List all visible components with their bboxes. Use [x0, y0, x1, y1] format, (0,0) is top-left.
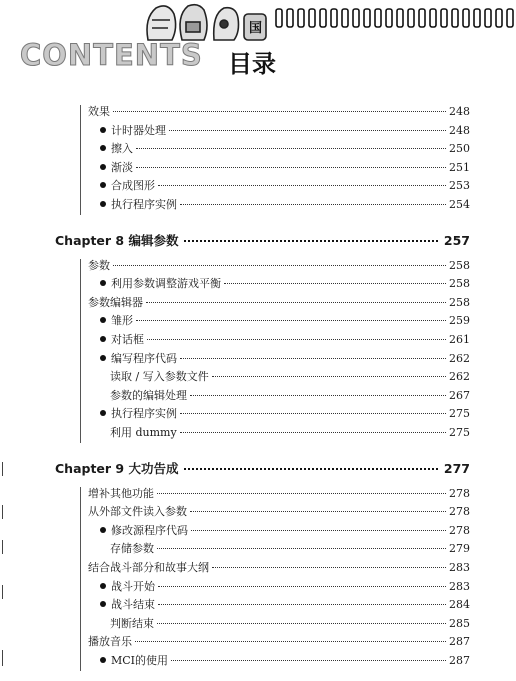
toc-entry-title: 增补其他功能: [88, 486, 154, 500]
toc-entry[interactable]: [88, 258, 470, 274]
chapter-title: Chapter 9 大功告成: [55, 460, 179, 476]
toc-entry[interactable]: [110, 388, 470, 404]
chapter-page-number: 277: [443, 460, 470, 476]
toc-entry-page-number: 287: [449, 635, 470, 649]
toc-entry-title: 执行程序实例: [111, 198, 177, 211]
scan-edge-mark: [2, 650, 3, 666]
bullet-icon: [100, 317, 106, 323]
dot-leader: [158, 185, 446, 186]
toc-entry-page-number: 275: [449, 407, 470, 421]
bullet-icon: [100, 410, 106, 416]
dot-leader: [171, 660, 446, 661]
dot-leader: [180, 204, 446, 205]
toc-entry-page-number: 275: [449, 426, 470, 439]
bullet-icon: [100, 527, 106, 533]
toc-entry-page-number: 279: [449, 542, 470, 556]
chapter-heading[interactable]: [55, 460, 470, 478]
scan-edge-mark: [2, 585, 3, 599]
scan-edge-mark: [2, 540, 3, 554]
toc-entry[interactable]: [100, 653, 470, 669]
bullet-icon: [100, 280, 106, 286]
dot-leader: [136, 148, 446, 149]
toc-entry-page-number: 278: [449, 505, 470, 519]
dot-leader: [180, 432, 446, 433]
toc-entry[interactable]: [100, 160, 470, 176]
dot-leader: [224, 283, 446, 284]
bullet-icon: [100, 164, 106, 170]
dot-leader: [157, 548, 446, 549]
toc-entry[interactable]: [100, 123, 470, 139]
toc-entry[interactable]: [100, 351, 470, 367]
toc-entry[interactable]: [100, 141, 470, 157]
scan-edge-mark: [2, 462, 3, 476]
toc-entry-title: 读取 / 写入参数文件: [110, 370, 209, 384]
dot-leader: [135, 641, 446, 642]
toc-entry-page-number: 261: [449, 333, 470, 346]
toc-entry-title: 参数: [88, 258, 110, 272]
chapter-heading[interactable]: [55, 232, 470, 250]
toc-entry-title: 渐淡: [111, 160, 133, 174]
toc-entry[interactable]: [110, 616, 470, 632]
section-rule: [80, 259, 81, 443]
toc-entry-title: 擦入: [111, 142, 133, 156]
toc-entry-page-number: 283: [449, 561, 470, 574]
toc-entry[interactable]: [100, 523, 470, 539]
toc-entry-title: 执行程序实例: [111, 407, 177, 421]
toc-entry-page-number: 283: [449, 579, 470, 593]
toc-entry-page-number: 254: [449, 198, 470, 211]
toc-entry-page-number: 258: [449, 277, 470, 291]
toc-entry[interactable]: [100, 597, 470, 613]
contents-header: [0, 0, 516, 80]
toc-entry-page-number: 253: [449, 179, 470, 193]
toc-entry-title: 判断结束: [110, 616, 154, 630]
toc-entry-title: 战斗结束: [111, 598, 155, 612]
toc-entry-title: 存储参数: [110, 542, 154, 556]
toc-entry-page-number: 262: [449, 370, 470, 384]
dot-leader: [180, 413, 446, 414]
toc-entry-page-number: 284: [449, 598, 470, 612]
dot-leader: [190, 511, 446, 512]
dot-leader: [136, 320, 446, 321]
scan-edge-mark: [2, 505, 3, 519]
toc-entry[interactable]: [88, 486, 470, 502]
bullet-icon: [100, 127, 106, 133]
toc-entry-title: 战斗开始: [111, 579, 155, 593]
toc-entry-title: MCI的使用: [111, 654, 169, 667]
toc-entry-page-number: 278: [449, 486, 470, 500]
toc-entry-page-number: 251: [449, 160, 470, 174]
dot-leader: [190, 395, 446, 396]
dot-leader: [146, 302, 446, 303]
toc-entry[interactable]: [110, 425, 470, 441]
dot-leader: [157, 493, 446, 494]
toc-entry[interactable]: [110, 541, 470, 557]
dot-leader: [212, 376, 446, 377]
toc-entry[interactable]: [100, 406, 470, 422]
bullet-icon: [100, 355, 106, 361]
dot-leader: [158, 586, 446, 587]
dot-leader: [157, 623, 446, 624]
section-rule: [80, 487, 81, 671]
toc-entry-title: 利用参数调整游戏平衡: [111, 277, 221, 291]
chapter-title: Chapter 8 编辑参数: [55, 232, 179, 248]
toc-entry-title: 合成图形: [111, 179, 155, 193]
toc-entry[interactable]: [110, 369, 470, 385]
toc-entry-page-number: 262: [449, 351, 470, 365]
toc-entry-title: 播放音乐: [88, 635, 132, 649]
toc-entry-title: 参数的编辑处理: [110, 388, 187, 402]
bullet-icon: [100, 583, 106, 589]
bullet-icon: [100, 182, 106, 188]
dot-leader: [158, 604, 446, 605]
mascot-icon-3: [214, 8, 239, 40]
toc-entry[interactable]: [100, 178, 470, 194]
toc-entry-page-number: 278: [449, 523, 470, 537]
bullet-icon: [100, 336, 106, 342]
toc-entry[interactable]: [88, 634, 470, 650]
toc-entry-page-number: 248: [449, 123, 470, 137]
dot-leader: [113, 111, 446, 112]
toc-entry[interactable]: [88, 504, 470, 520]
toc-entry[interactable]: [88, 104, 470, 120]
toc-entry-page-number: 285: [449, 616, 470, 630]
mascot-icon-2: [180, 5, 207, 40]
bullet-icon: [100, 201, 106, 207]
toc-entry[interactable]: [100, 332, 470, 348]
toc-entry[interactable]: [100, 579, 470, 595]
toc-entry[interactable]: [88, 295, 470, 311]
toc-entry[interactable]: [100, 197, 470, 213]
toc-entry-title: 计时器处理: [111, 123, 166, 137]
section-rule: [80, 105, 81, 215]
bullet-icon: [100, 657, 106, 663]
bullet-icon: [100, 601, 106, 607]
toc-entry-title: 雏形: [111, 314, 133, 328]
dot-leader: [191, 530, 446, 531]
toc-entry-page-number: 259: [449, 314, 470, 328]
svg-text:国: 国: [249, 21, 263, 36]
mascot-icon-4: [244, 14, 266, 40]
toc-entry-title: 利用 dummy: [110, 426, 177, 439]
chapter-page-number: 257: [443, 232, 470, 248]
decorative-bar-pattern: [276, 9, 513, 27]
toc-entry[interactable]: [88, 560, 470, 576]
dot-leader: [212, 567, 446, 568]
dot-leader: [136, 167, 446, 168]
mascot-icon-1: [147, 6, 176, 40]
toc-entry-page-number: 258: [449, 295, 470, 309]
dot-leader: [169, 130, 446, 131]
toc-entry-title: 参数编辑器: [88, 295, 143, 309]
toc-entry-title: 从外部文件读入参数: [88, 505, 187, 519]
toc-entry-page-number: 248: [449, 105, 470, 118]
toc-entry-title: 编写程序代码: [111, 351, 177, 365]
dot-leader: [184, 468, 437, 470]
page-title: 目录: [228, 50, 276, 78]
toc-entry-page-number: 258: [449, 258, 470, 272]
dot-leader: [180, 358, 446, 359]
toc-entry-page-number: 287: [449, 654, 470, 667]
toc-entry[interactable]: [100, 276, 470, 292]
contents-heading: CONTENTS: [20, 38, 203, 72]
toc-entry-title: 效果: [88, 105, 110, 118]
dot-leader: [147, 339, 446, 340]
toc-entry-title: 修改源程序代码: [111, 523, 188, 537]
toc-entry[interactable]: [100, 313, 470, 329]
dot-leader: [113, 265, 446, 266]
toc-entry-title: 结合战斗部分和故事大纲: [88, 561, 209, 574]
dot-leader: [184, 240, 437, 242]
toc-entry-title: 对话框: [111, 333, 144, 346]
toc-entry-page-number: 267: [449, 388, 470, 402]
bullet-icon: [100, 145, 106, 151]
toc-entry-page-number: 250: [449, 142, 470, 156]
